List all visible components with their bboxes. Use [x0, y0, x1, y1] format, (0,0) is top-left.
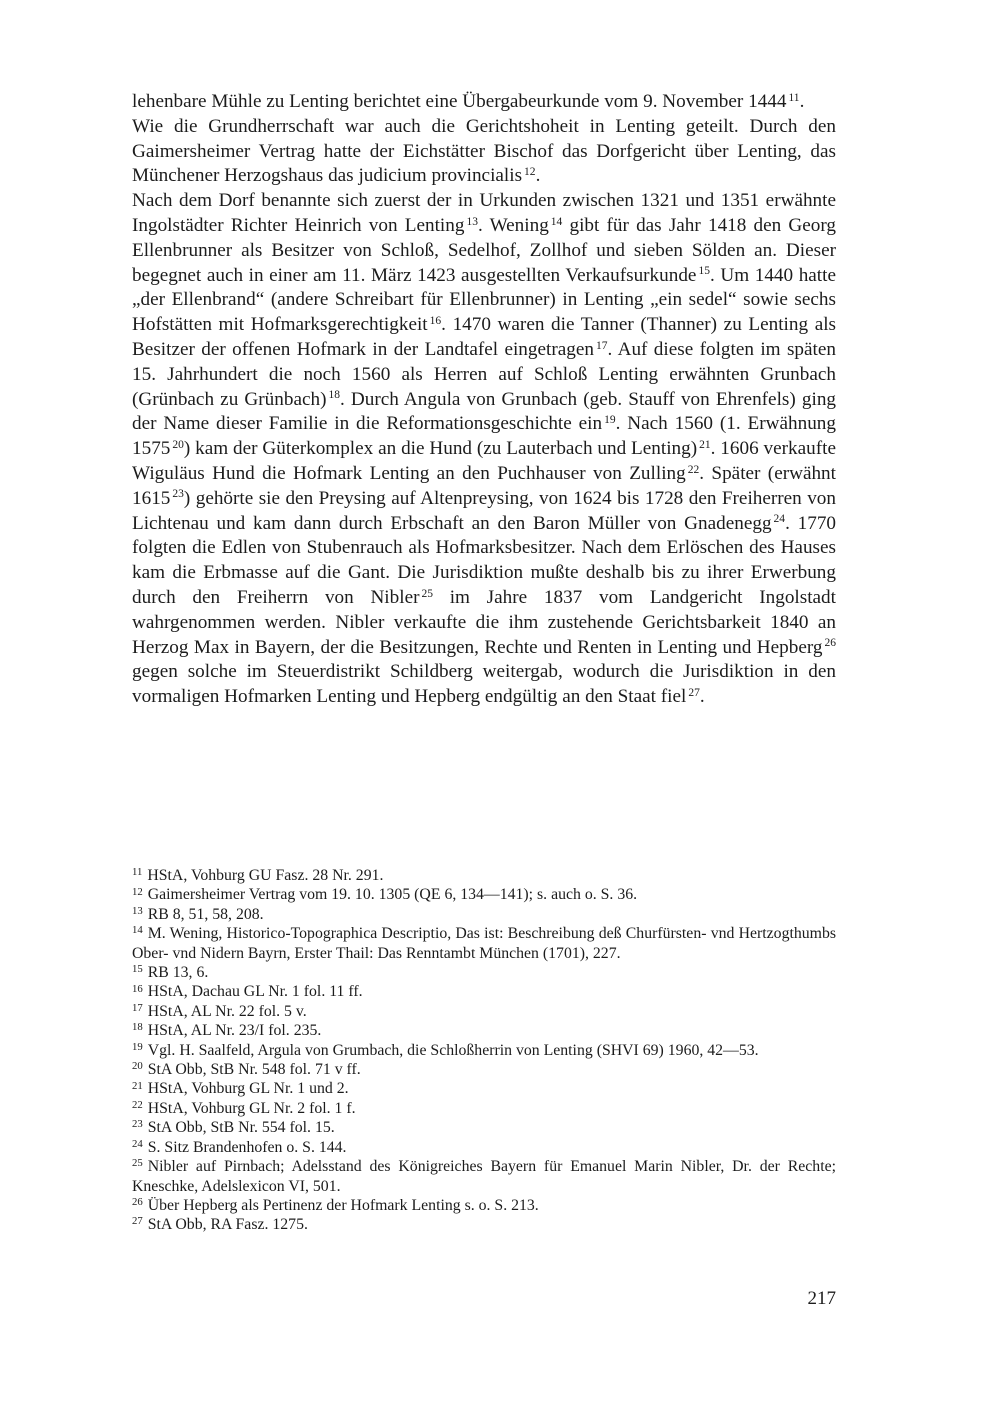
paragraph	[132, 115, 836, 189]
footnote-number: 18	[132, 1021, 143, 1034]
footnote	[132, 1118, 836, 1137]
footnote-reference: 24	[773, 513, 786, 526]
footnote-text: StA Obb, StB Nr. 548 fol. 71 v ff.	[147, 1061, 361, 1079]
footnote-reference: 21	[699, 438, 711, 451]
footnote-number: 25	[132, 1157, 143, 1170]
footnote-reference: 26	[824, 637, 836, 650]
footnote	[132, 905, 836, 924]
footnote-number: 26	[132, 1196, 143, 1209]
text-run: gibt für das Jahr 1418 den Georg Ellenbrunner als Besitzer von Schloß, Sedelhof, Zollhof und sieben Sölden an. Dieser begegnet auch in einer am 11. März 1423 ausgestellten Verkaufsurkunde	[132, 214, 837, 286]
text-run: gegen solche im Steuerdistrikt Schildberg weitergab, wodurch die Jurisdiktion in den vormaligen Hofmarken Lenting und Hepberg endgültig an den Staat fiel	[132, 661, 836, 708]
footnote-reference: 11	[788, 91, 800, 104]
footnote-number: 23	[132, 1118, 143, 1131]
footnote-number: 12	[132, 885, 143, 898]
footnote-text: HStA, Vohburg GL Nr. 1 und 2.	[147, 1080, 349, 1098]
footnote-number: 24	[132, 1137, 143, 1150]
text-run: . Durch Angula von Grunbach (geb. Stauff von Ehrenfels) ging der Name dieser Familie in die Reformationsgeschichte ein	[132, 388, 837, 435]
footnote-text: S. Sitz Brandenhofen o. S. 144.	[147, 1138, 347, 1156]
footnote-text: Gaimersheimer Vertrag vom 19. 10. 1305 (QE 6, 134—141); s. auch o. S. 36.	[147, 886, 638, 904]
text-run: lehenbare Mühle zu Lenting berichtet eine Übergabeurkunde vom 9. November 1444	[132, 91, 787, 112]
footnote-number: 11	[132, 866, 143, 879]
footnote-text: HStA, AL Nr. 23/I fol. 235.	[147, 1022, 322, 1040]
text-run: .	[535, 165, 541, 187]
footnote-reference: 25	[421, 587, 433, 600]
footnote-number: 27	[132, 1215, 143, 1228]
paragraph	[132, 90, 836, 115]
text-run: .	[799, 91, 805, 112]
footnote-text: HStA, AL Nr. 22 fol. 5 v.	[147, 1002, 307, 1020]
paragraph	[132, 189, 836, 710]
footnote-reference: 12	[524, 166, 536, 179]
footnote	[132, 1099, 836, 1118]
footnote	[132, 885, 836, 904]
text-run: . Nach 1560 (1. Erwähnung 1575	[132, 413, 836, 460]
footnote-text: Nibler auf Pirnbach; Adelsstand des Königreiches Bayern für Emanuel Marin Nibler, Dr. der Rechte; Kneschke, Adelslexicon VI, 501.	[132, 1158, 836, 1195]
footnote-text: StA Obb, StB Nr. 554 fol. 15.	[147, 1119, 335, 1137]
footnote-text: HStA, Vohburg GU Fasz. 28 Nr. 291.	[147, 867, 384, 884]
footnote-text: M. Wening, Historico-Topographica Descriptio, Das ist: Beschreibung deß Churfürsten- vnd Hertzogthumbs Ober- vnd Nidern Bayrn, Erster Thail: Das Renntambt München (1701), 227.	[132, 925, 836, 962]
footnote-number: 16	[132, 982, 143, 995]
footnote	[132, 1138, 836, 1157]
footnote-number: 20	[132, 1060, 143, 1073]
text-run: im Jahre 1837 vom Landgericht Ingolstadt wahrgenommen werden. Nibler verkaufte die ihm zustehende Gerichtsbarkeit 1840 an Herzog Max in Bayern, der die Besitzungen, Rechte und Renten in Lenting und Hepberg	[132, 586, 836, 658]
text-run: Nach dem Dorf benannte sich zuerst der in Urkunden zwischen 1321 und 1351 erwähnte Ingolstädter Richter Heinrich von Lenting	[132, 190, 836, 236]
footnote	[132, 1215, 836, 1234]
main-text	[132, 90, 836, 710]
footnote-number: 15	[132, 963, 143, 976]
footnote	[132, 924, 836, 963]
footnote-reference: 14	[550, 215, 563, 228]
footnote-text: StA Obb, RA Fasz. 1275.	[147, 1216, 308, 1234]
footnote-reference: 27	[688, 686, 700, 699]
text-run: . Später (erwähnt 1615	[132, 462, 836, 509]
footnote-number: 14	[132, 924, 143, 937]
footnote-reference: 13	[466, 215, 478, 228]
text-run: . 1470 waren die Tanner (Thanner) zu Lenting als Besitzer der offenen Hofmark in der Landtafel eingetragen	[132, 314, 837, 360]
footnote-reference: 20	[172, 438, 184, 451]
footnote-text: Vgl. H. Saalfeld, Argula von Grumbach, die Schloßherrin von Lenting (SHVI 69) 1960, 42—53.	[147, 1041, 759, 1059]
footnote	[132, 1041, 836, 1060]
footnote-text: HStA, Vohburg GL Nr. 2 fol. 1 f.	[147, 1099, 356, 1117]
text-run: . Auf diese folgten im späten 15. Jahrhundert die noch 1560 als Herren auf Schloß Lenting erwähnten Grunbach (Grünbach zu Grünbach)	[132, 338, 836, 410]
footnote-reference: 22	[687, 463, 700, 476]
footnote-reference: 16	[429, 314, 442, 327]
footnote-reference: 15	[698, 265, 710, 278]
footnote-text: RB 8, 51, 58, 208.	[147, 905, 264, 923]
footnote-reference: 17	[595, 339, 608, 352]
footnote	[132, 982, 836, 1001]
footnote-number: 21	[132, 1079, 143, 1092]
text-run: ) kam der Güterkomplex an die Hund (zu Lauterbach und Lenting)	[183, 438, 698, 460]
footnote	[132, 1002, 836, 1021]
footnote	[132, 1157, 836, 1196]
footnote-text: RB 13, 6.	[147, 964, 209, 982]
page-number: 217	[807, 1288, 836, 1309]
footnote-reference: 18	[328, 389, 340, 402]
text-run: ) gehörte sie den Preysing auf Altenpreysing, von 1624 bis 1728 den Freiherren von Lichtenau und kam dann durch Erbschaft an den Baron Müller von Gnadenegg	[132, 487, 836, 534]
footnote	[132, 963, 836, 982]
footnote	[132, 1060, 836, 1079]
footnote-number: 22	[132, 1099, 143, 1112]
text-run: Wie die Grundherrschaft war auch die Gerichtshoheit in Lenting geteilt. Durch den Gaimersheimer Vertrag hatte der Eichstätter Bischof das Dorfgericht über Lenting, das Münchener Herzogshaus das judicium provincialis	[132, 115, 836, 187]
body-paragraphs	[132, 90, 836, 710]
footnote-reference: 23	[172, 488, 184, 501]
footnote	[132, 866, 836, 885]
footnote-text: HStA, Dachau GL Nr. 1 fol. 11 ff.	[147, 983, 363, 1001]
footnote-number: 17	[132, 1002, 143, 1015]
footnote	[132, 1021, 836, 1040]
footnote-number: 19	[132, 1040, 143, 1053]
footnote	[132, 1079, 836, 1098]
text-run: . Um 1440 hatte „der Ellenbrand“ (andere Schreibart für Ellenbrunner) in Lenting „ein sedel“ sowie sechs Hofstätten mit Hofmarksgerechtigkeit	[132, 264, 836, 336]
footnote-number: 13	[132, 904, 143, 917]
text-run: .	[699, 686, 705, 708]
footnote-reference: 19	[604, 414, 616, 427]
footnote-text: Über Hepberg als Pertinenz der Hofmark Lenting s. o. S. 213.	[147, 1196, 539, 1214]
text-run: . Wening	[477, 214, 549, 236]
text-run: . 1606 verkaufte Wiguläus Hund die Hofmark Lenting an den Puchhauser von Zulling	[132, 438, 836, 484]
footnotes	[132, 866, 836, 1235]
text-run: . 1770 folgten die Edlen von Stubenrauch als Hofmarksbesitzer. Nach dem Erlöschen des Hauses kam die Erbmasse auf die Gant. Die Jurisdiktion mußte deshalb bis zu ihrer Erwerbung durch den Freiherrn von Nibler	[132, 512, 836, 608]
footnote	[132, 1196, 836, 1215]
